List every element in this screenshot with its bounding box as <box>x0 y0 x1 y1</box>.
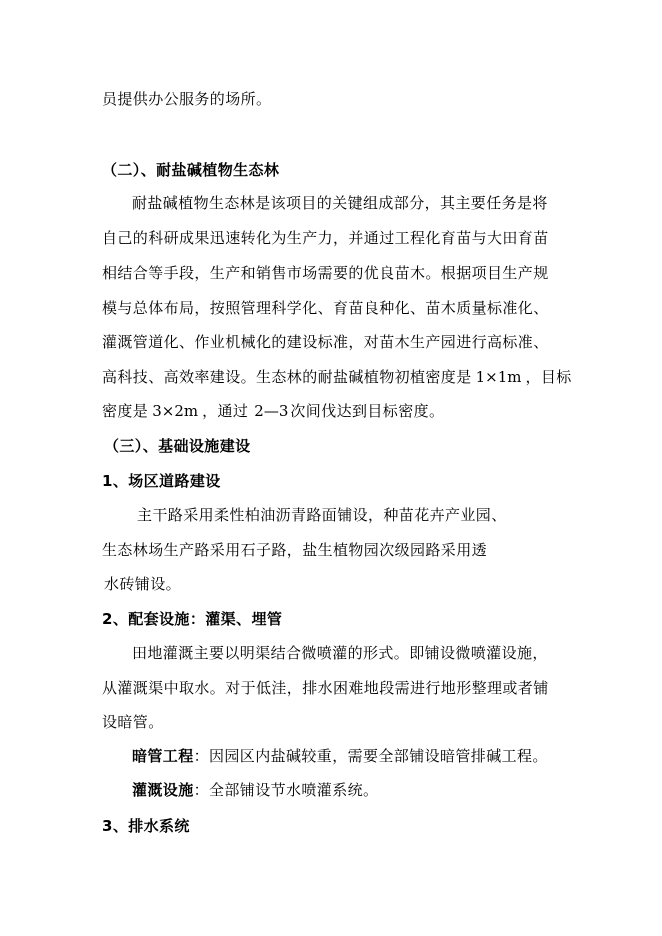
drainage-pipe-label: 暗管工程 <box>132 747 194 765</box>
irrigation-facility-label: 灌溉设施 <box>132 781 194 799</box>
density-text-a: 高科技、高效率建设。生态林的耐盐碱植物初植密度是 <box>102 368 472 386</box>
target-text-e: 次间伐达到目标密度。 <box>290 402 445 420</box>
drainage-pipe-text: ：因园区内盐碱较重，需要全部铺设暗管排碱工程。 <box>193 747 548 765</box>
section-2-para-line-2: 自己的科研成果迅速转化为生产力，并通过工程化育苗与大田育苗 <box>102 229 549 247</box>
section-2-para-line-1: 耐盐碱植物生态林是该项目的关键组成部分，其主要任务是将 <box>132 194 548 212</box>
subsection-1-line-3: 水砖铺设。 <box>104 575 182 593</box>
section-2-para-line-7 <box>102 401 444 421</box>
subsection-3-heading: 3、排水系统 <box>102 817 190 835</box>
irrigation-facility-text: ：全部铺设节水喷灌系统。 <box>193 781 379 799</box>
density-text-c: ，目标 <box>525 368 572 386</box>
subsection-2-line-2: 从灌溉渠中取水。对于低洼，排水困难地段需进行地形整理或者铺 <box>102 679 549 697</box>
initial-density-value: 1×1m <box>475 368 522 386</box>
section-3-heading: （三）、基础设施建设 <box>104 437 251 455</box>
drainage-pipe-item <box>132 746 548 766</box>
section-2-para-line-6 <box>102 367 572 387</box>
subsection-2-line-3: 设暗管。 <box>102 713 164 731</box>
subsection-1-heading: 1、场区道路建设 <box>102 472 221 490</box>
subsection-1-line-2: 生态林场生产路采用石子路，盐生植物园次级园路采用透 <box>102 541 488 559</box>
section-2-para-line-3: 相结合等手段，生产和销售市场需要的优良苗木。根据项目生产规 <box>102 264 549 282</box>
irrigation-facility-item <box>132 780 378 800</box>
section-2-heading: （二）、耐盐碱植物生态林 <box>102 161 280 179</box>
intro-line: 员提供办公服务的场所。 <box>102 90 272 108</box>
subsection-1-line-1: 主干路采用柔性柏油沥青路面铺设，种苗花卉产业园、 <box>137 506 507 524</box>
section-2-para-line-4: 模与总体布局，按照管理科学化、育苗良种化、苗木质量标准化、 <box>102 299 549 317</box>
target-text-c: ，通过 <box>202 402 249 420</box>
section-2-para-line-5: 灌溉管道化、作业机械化的建设标准，对苗木生产园进行高标准、 <box>102 333 549 351</box>
target-text-a: 密度是 <box>102 402 149 420</box>
subsection-2-line-1: 田地灌溉主要以明渠结合微喷灌的形式。即铺设微喷灌设施， <box>132 644 548 662</box>
thinning-count-value: 2—3 <box>254 402 289 420</box>
target-density-value: 3×2m <box>152 402 199 420</box>
subsection-2-heading: 2、配套设施：灌渠、埋管 <box>102 610 283 628</box>
